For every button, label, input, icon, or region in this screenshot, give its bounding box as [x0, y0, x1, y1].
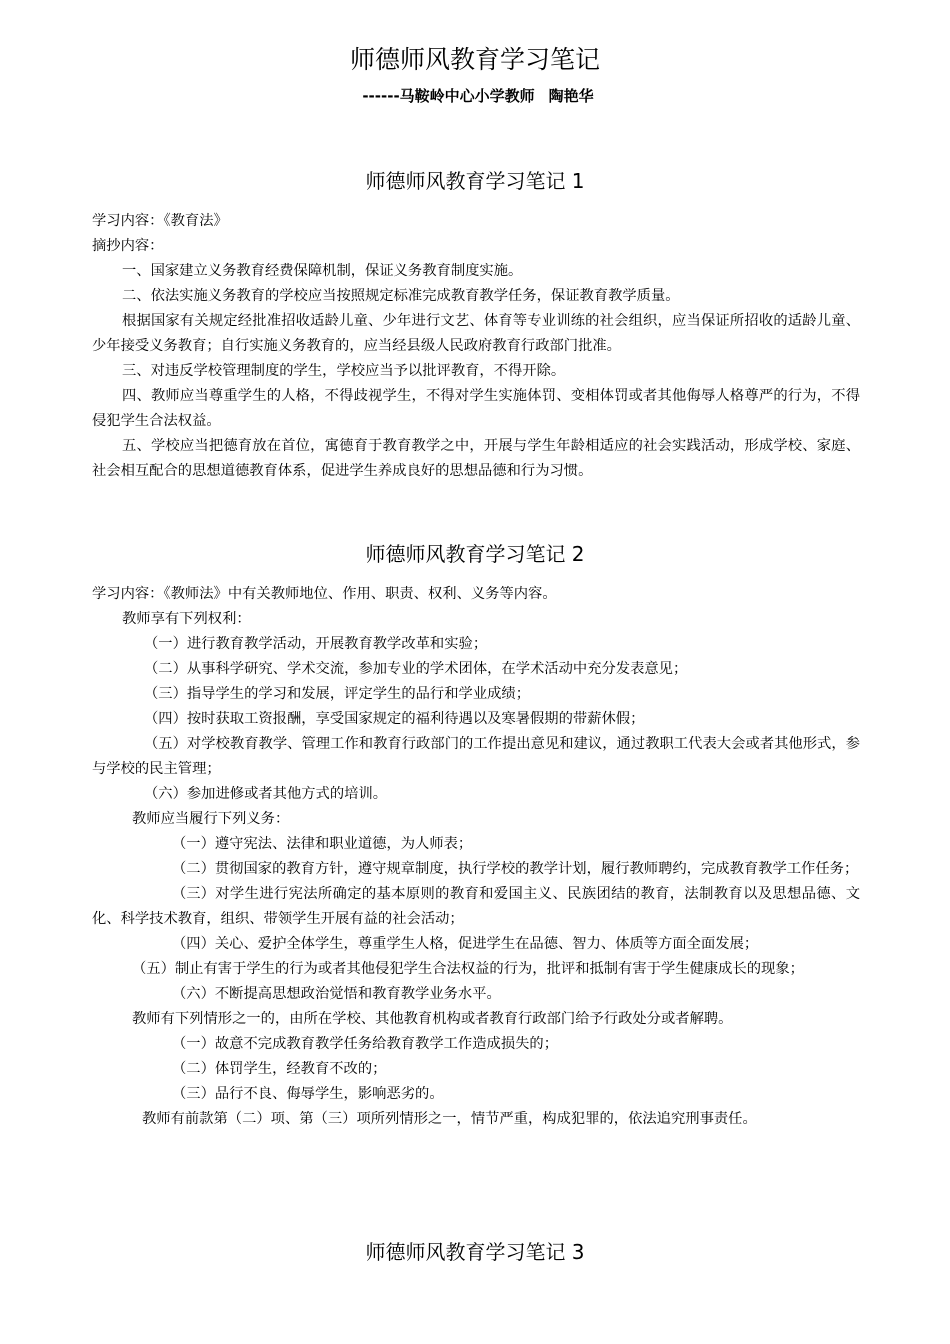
rights-item [92, 732, 860, 782]
item-marker: （五） [144, 736, 187, 752]
duties-item [92, 857, 860, 882]
item-marker: （二） [172, 1061, 215, 1077]
item-text: 贯彻国家的教育方针，遵守规章制度，执行学校的教学计划，履行教师聘约，完成教育教学工作任务； [214, 861, 859, 877]
duties-item [92, 982, 860, 1007]
item-text: 故意不完成教育教学任务给教育教学工作造成损失的； [214, 1036, 559, 1052]
duties-item [92, 832, 860, 857]
note1-paragraph: 四、教师应当尊重学生的人格，不得歧视学生，不得对学生实施体罚、变相体罚或者其他侮辱人格尊严的行为，不得侵犯学生合法权益。 [92, 388, 860, 429]
item-marker: （二） [144, 661, 187, 677]
note2-content-label: 学习内容：《教师法》中有关教师地位、作用、职责、权利、义务等内容。 [92, 586, 557, 602]
note1-content-label: 学习内容：《教育法》 [92, 213, 228, 229]
item-text: 参加进修或者其他方式的培训。 [186, 786, 388, 802]
rights-item [92, 657, 860, 682]
note1-excerpt-label: 摘抄内容： [92, 238, 164, 254]
item-marker: （一） [172, 1036, 215, 1052]
item-marker: （一） [172, 836, 215, 852]
item-marker: （三） [172, 1086, 215, 1102]
item-marker: （三） [172, 886, 215, 902]
duties-item [92, 882, 860, 932]
document-title: 师德师风教育学习笔记 [349, 45, 600, 74]
item-text: 进行教育教学活动，开展教育教学改革和实验； [186, 636, 488, 652]
rights-item [92, 782, 860, 807]
author-affiliation: ------马鞍岭中心小学教师 [362, 87, 535, 105]
rights-item [92, 707, 860, 732]
item-text: 对学生进行宪法所确定的基本原则的教育和爱国主义、民族团结的教育，法制教育以及思想品德、文化、科学技术教育，组织、带领学生开展有益的社会活动； [92, 886, 860, 927]
item-text: 品行不良、侮辱学生，影响恶劣的。 [214, 1086, 444, 1102]
duties-intro: 教师应当履行下列义务： [132, 811, 290, 827]
item-marker: （四） [172, 936, 215, 952]
rights-intro: 教师享有下列权利： [122, 611, 251, 627]
note1-body [92, 209, 860, 484]
item-text: 从事科学研究、学术交流，参加专业的学术团体，在学术活动中充分发表意见； [186, 661, 688, 677]
penalty-intro: 教师有下列情形之一的，由所在学校、其他教育机构或者教育行政部门给予行政处分或者解聘。 [132, 1011, 733, 1027]
item-text: 遵守宪法、法律和职业道德，为人师表； [214, 836, 473, 852]
rights-item [92, 632, 860, 657]
item-marker: （二） [172, 861, 215, 877]
author-line [0, 86, 950, 106]
note2-title: 师德师风教育学习笔记 2 [365, 542, 585, 566]
item-text: 不断提高思想政治觉悟和教育教学业务水平。 [214, 986, 501, 1002]
penalty-closing: 教师有前款第（二）项、第（三）项所列情形之一，情节严重，构成犯罪的，依法追究刑事责任。 [142, 1111, 757, 1127]
note1-paragraph: 三、对违反学校管理制度的学生，学校应当予以批评教育，不得开除。 [122, 363, 566, 379]
penalty-item [92, 1057, 860, 1082]
note1-paragraph: 一、国家建立义务教育经费保障机制，保证义务教育制度实施。 [122, 263, 523, 279]
item-marker: （五） [132, 961, 175, 977]
item-text: 体罚学生，经教育不改的； [214, 1061, 387, 1077]
item-marker: （三） [144, 686, 187, 702]
author-name: 陶艳华 [548, 87, 594, 105]
penalty-item [92, 1032, 860, 1057]
duties-item [92, 932, 860, 957]
item-text: 制止有害于学生的行为或者其他侵犯学生合法权益的行为，批评和抵制有害于学生健康成长的现象； [174, 961, 804, 977]
note1-paragraph: 根据国家有关规定经批准招收适龄儿童、少年进行文艺、体育等专业训练的社会组织，应当保证所招收的适龄儿童、少年接受义务教育；自行实施义务教育的，应当经县级人民政府教育行政部门批准。 [92, 313, 860, 354]
note1-title: 师德师风教育学习笔记 1 [365, 169, 585, 193]
item-text: 关心、爱护全体学生，尊重学生人格，促进学生在品德、智力、体质等方面全面发展； [214, 936, 759, 952]
note1-paragraph: 二、依法实施义务教育的学校应当按照规定标准完成教育教学任务，保证教育教学质量。 [122, 288, 680, 304]
item-text: 对学校教育教学、管理工作和教育行政部门的工作提出意见和建议，通过教职工代表大会或者其他形式，参与学校的民主管理； [92, 736, 860, 777]
duties-item [92, 957, 860, 982]
item-marker: （六） [172, 986, 215, 1002]
item-text: 按时获取工资报酬，享受国家规定的福利待遇以及寒暑假期的带薪休假； [186, 711, 645, 727]
item-marker: （一） [144, 636, 187, 652]
item-marker: （四） [144, 711, 187, 727]
rights-item [92, 682, 860, 707]
item-text: 指导学生的学习和发展，评定学生的品行和学业成绩； [186, 686, 531, 702]
note3-title: 师德师风教育学习笔记 3 [365, 1240, 585, 1264]
note2-body [92, 582, 860, 1132]
note1-paragraph: 五、学校应当把德育放在首位，寓德育于教育教学之中，开展与学生年龄相适应的社会实践活动，形成学校、家庭、社会相互配合的思想道德教育体系，促进学生养成良好的思想品德和行为习惯。 [92, 438, 860, 479]
penalty-item [92, 1082, 860, 1107]
item-marker: （六） [144, 786, 187, 802]
